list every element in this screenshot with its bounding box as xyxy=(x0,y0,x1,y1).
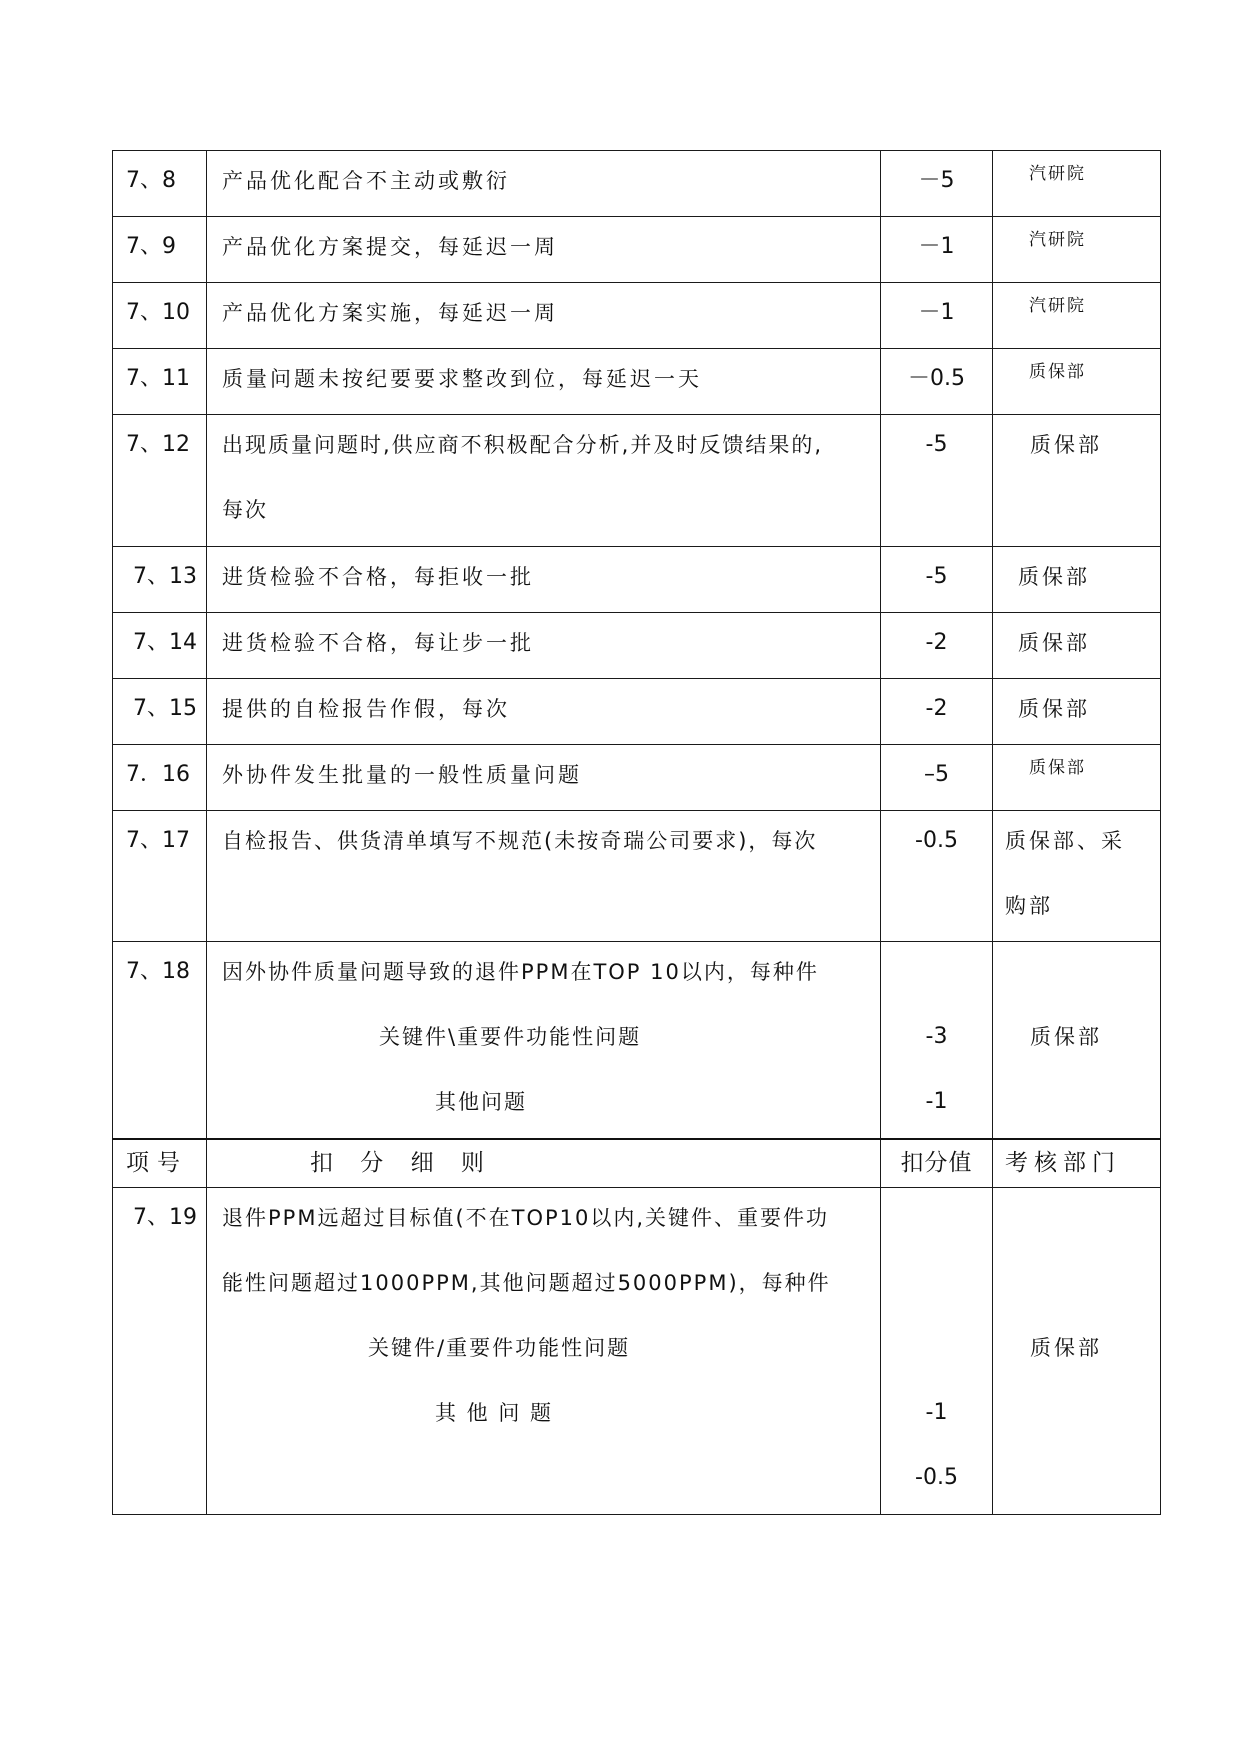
header-deduction-value xyxy=(881,1139,993,1188)
deduction-value: -0.5 xyxy=(915,1465,958,1490)
department-text: 质保部 xyxy=(1029,362,1086,382)
department-cell xyxy=(993,811,1161,942)
deduction-rule-cell xyxy=(207,547,881,613)
header-item-number-label: 项号 xyxy=(126,1149,188,1176)
department-cell xyxy=(993,415,1161,547)
spacer xyxy=(993,1188,1160,1253)
deduction-rule-cell xyxy=(207,349,881,415)
spacer xyxy=(881,1188,992,1253)
deduction-value-cell xyxy=(881,942,993,1139)
department-text: 质保部 xyxy=(1018,697,1090,721)
department-cell xyxy=(993,1188,1161,1515)
item-number-cell xyxy=(113,942,207,1139)
department-text: 质保部、采 xyxy=(1005,829,1125,853)
deduction-value: -2 xyxy=(925,630,948,655)
deduction-rule-cell xyxy=(207,613,881,679)
item-number-cell xyxy=(113,613,207,679)
deduction-rule-text: 外协件发生批量的一般性质量问题 xyxy=(222,763,582,787)
department-text: 质保部 xyxy=(1030,1025,1102,1049)
deduction-rule-subitem: 其他问题 xyxy=(435,1090,527,1114)
deduction-value-cell xyxy=(881,613,993,679)
deduction-value: -1 xyxy=(925,1400,948,1425)
table-row xyxy=(113,942,1161,1139)
deduction-rule-text: 进货检验不合格，每拒收一批 xyxy=(222,565,534,589)
table-row xyxy=(113,1188,1161,1515)
table-row xyxy=(113,415,1161,547)
deduction-rule-cell xyxy=(207,283,881,349)
spacer xyxy=(993,942,1160,1007)
deduction-rule-text: 能性问题超过1000PPM,其他问题超过5000PPM)，每种件 xyxy=(222,1271,831,1295)
deduction-value: -3 xyxy=(925,1024,948,1049)
deduction-rule-text: 产品优化方案提交，每延迟一周 xyxy=(222,235,558,259)
deduction-value: –5 xyxy=(924,762,949,787)
department-text: 质保部 xyxy=(1029,758,1086,778)
deduction-value-cell xyxy=(881,547,993,613)
department-text: 汽研院 xyxy=(1029,230,1086,250)
deduction-value-cell xyxy=(881,745,993,811)
department-cell xyxy=(993,679,1161,745)
item-number: 7、8 xyxy=(126,168,176,193)
deduction-rule-subitem: 其 他 问 题 xyxy=(435,1401,554,1425)
item-number-cell xyxy=(113,349,207,415)
department-text: 质保部 xyxy=(1018,631,1090,655)
deduction-rule-text: 每次 xyxy=(222,498,268,522)
department-text: 质保部 xyxy=(1018,565,1090,589)
spacer xyxy=(993,1253,1160,1318)
item-number-cell xyxy=(113,811,207,942)
deduction-rule-text: 出现质量问题时,供应商不积极配合分析,并及时反馈结果的, xyxy=(222,433,824,457)
department-cell xyxy=(993,942,1161,1139)
department-text: 质保部 xyxy=(1030,1336,1102,1360)
deduction-value-cell xyxy=(881,349,993,415)
department-cell xyxy=(993,547,1161,613)
deduction-rule-cell xyxy=(207,811,881,942)
deduction-rule-cell xyxy=(207,151,881,217)
header-deduction-rules xyxy=(207,1139,881,1188)
deduction-rule-text: 质量问题未按纪要要求整改到位，每延迟一天 xyxy=(222,367,702,391)
deduction-rule-cell xyxy=(207,217,881,283)
header-department xyxy=(993,1139,1161,1188)
deduction-value: －0.5 xyxy=(908,366,965,391)
item-number-cell xyxy=(113,217,207,283)
department-cell xyxy=(993,217,1161,283)
department-text: 质保部 xyxy=(1030,433,1102,457)
table-row xyxy=(113,349,1161,415)
table-row xyxy=(113,811,1161,942)
deduction-rule-text: 产品优化配合不主动或敷衍 xyxy=(222,169,510,193)
deduction-rule-subitem: 关键件\重要件功能性问题 xyxy=(379,1025,642,1049)
deduction-rule-text: 自检报告、供货清单填写不规范(未按奇瑞公司要求)，每次 xyxy=(222,829,818,853)
department-cell xyxy=(993,613,1161,679)
item-number: 7、17 xyxy=(126,828,190,853)
item-number: 7．16 xyxy=(126,762,190,787)
item-number-cell xyxy=(113,745,207,811)
deduction-rule-subitem: 关键件/重要件功能性问题 xyxy=(368,1336,631,1360)
item-number: 7、18 xyxy=(126,959,190,984)
header-deduction-value-label: 扣分值 xyxy=(900,1149,973,1176)
deduction-value-cell xyxy=(881,811,993,942)
deduction-rule-cell xyxy=(207,745,881,811)
spacer xyxy=(881,1318,992,1383)
item-number: 7、19 xyxy=(133,1205,197,1230)
header-item-number xyxy=(113,1139,207,1188)
table-row xyxy=(113,151,1161,217)
deduction-rule-cell xyxy=(207,1188,881,1515)
deduction-value-cell xyxy=(881,283,993,349)
item-number-cell xyxy=(113,679,207,745)
deduction-value: －1 xyxy=(918,300,955,325)
item-number-cell xyxy=(113,151,207,217)
table-header-row xyxy=(113,1139,1161,1188)
department-text: 汽研院 xyxy=(1029,296,1086,316)
spacer xyxy=(881,942,992,1007)
item-number: 7、10 xyxy=(126,300,190,325)
table-row xyxy=(113,679,1161,745)
deduction-rule-cell xyxy=(207,415,881,547)
table-row xyxy=(113,283,1161,349)
deduction-value-cell xyxy=(881,1188,993,1515)
item-number: 7、9 xyxy=(126,234,176,259)
deduction-rule-text: 进货检验不合格，每让步一批 xyxy=(222,631,534,655)
item-number: 7、12 xyxy=(126,432,190,457)
item-number: 7、15 xyxy=(133,696,197,721)
item-number-cell xyxy=(113,547,207,613)
item-number: 7、14 xyxy=(133,630,197,655)
department-cell xyxy=(993,349,1161,415)
deduction-value: -5 xyxy=(925,564,948,589)
item-number-cell xyxy=(113,415,207,547)
deduction-rule-text: 产品优化方案实施，每延迟一周 xyxy=(222,301,558,325)
department-text: 汽研院 xyxy=(1029,164,1086,184)
header-department-label: 考核部门 xyxy=(1005,1149,1121,1176)
deduction-rule-text: 因外协件质量问题导致的退件PPM在TOP 10以内，每种件 xyxy=(222,960,819,984)
deduction-value-cell xyxy=(881,151,993,217)
deduction-value-cell xyxy=(881,679,993,745)
department-cell xyxy=(993,151,1161,217)
item-number-cell xyxy=(113,283,207,349)
deduction-value: －1 xyxy=(918,234,955,259)
header-deduction-rules-label: 扣 分 细 则 xyxy=(310,1149,494,1176)
department-cell xyxy=(993,745,1161,811)
table-row xyxy=(113,745,1161,811)
deduction-rule-text: 退件PPM远超过目标值(不在TOP10以内,关键件、重要件功 xyxy=(222,1206,830,1230)
item-number: 7、11 xyxy=(126,366,190,391)
deduction-value: －5 xyxy=(918,168,955,193)
department-cell xyxy=(993,283,1161,349)
deduction-rule-cell xyxy=(207,942,881,1139)
deduction-value: -5 xyxy=(925,432,948,457)
deduction-value-cell xyxy=(881,217,993,283)
table-row xyxy=(113,547,1161,613)
deduction-value: -1 xyxy=(925,1089,948,1114)
department-text: 购部 xyxy=(1005,894,1053,918)
spacer xyxy=(881,1253,992,1318)
table-row xyxy=(113,217,1161,283)
deduction-value: -0.5 xyxy=(915,828,958,853)
item-number-cell xyxy=(113,1188,207,1515)
deduction-rule-cell xyxy=(207,679,881,745)
deduction-rules-table xyxy=(112,150,1161,1515)
table-row xyxy=(113,613,1161,679)
deduction-value-cell xyxy=(881,415,993,547)
deduction-rule-text: 提供的自检报告作假，每次 xyxy=(222,697,510,721)
item-number: 7、13 xyxy=(133,564,197,589)
deduction-value: -2 xyxy=(925,696,948,721)
